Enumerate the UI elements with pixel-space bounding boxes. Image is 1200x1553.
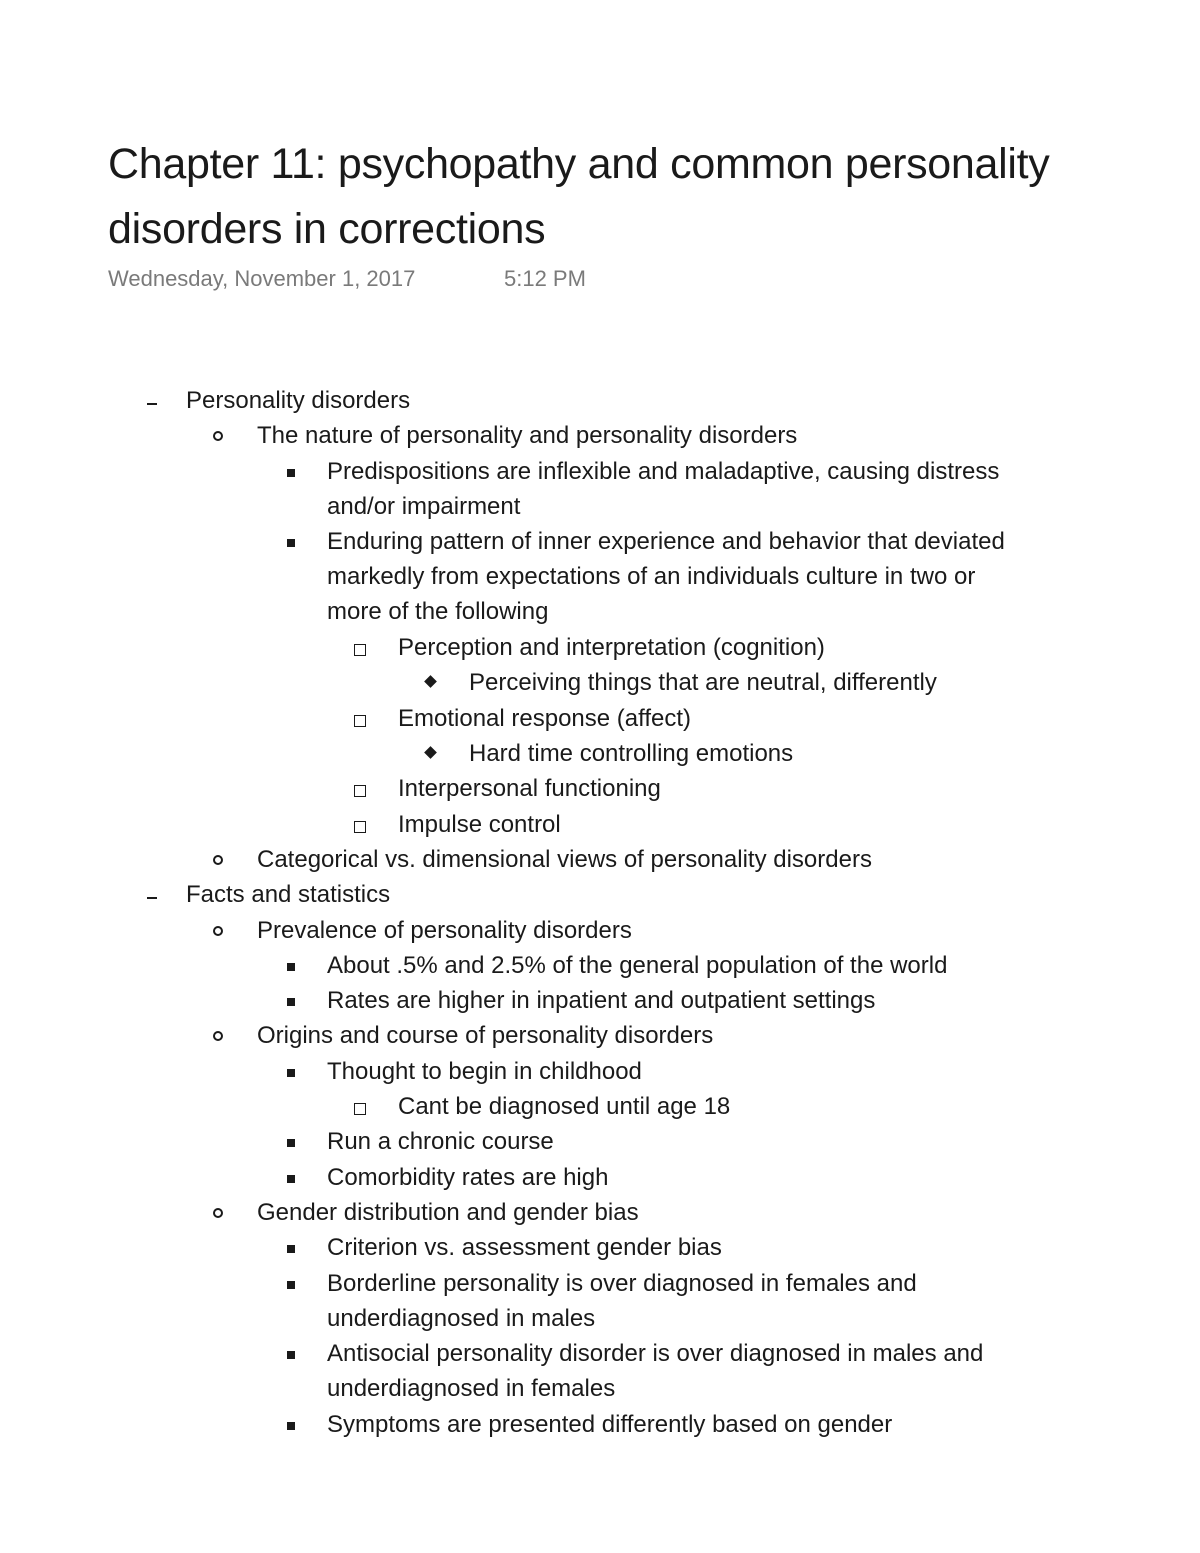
outline-item-line: Enduring pattern of inner experience and behavior that deviated	[327, 528, 1005, 556]
outline-item-line: Emotional response (affect)	[398, 704, 692, 732]
outline-item-line: Prevalence of personality disorders	[257, 916, 632, 944]
outline-item-text	[257, 913, 632, 948]
outline-item-text	[327, 454, 999, 524]
outline-item-text	[327, 1407, 892, 1442]
outline-item-line: Thought to begin in childhood	[327, 1057, 642, 1085]
outline-item-text	[398, 807, 561, 842]
outline-item-text	[327, 1266, 917, 1336]
outline-item-line: Personality disorders	[186, 387, 411, 414]
outline-item-line: Perception and interpretation (cognition)	[398, 634, 825, 662]
outline-item-text	[327, 1336, 983, 1406]
outline-item-line: Hard time controlling emotions	[469, 740, 794, 767]
note-timestamp	[108, 264, 586, 294]
outline-item-line: underdiagnosed in males	[327, 1304, 596, 1332]
outline-item-text	[398, 630, 825, 665]
note-time: 5:12 PM	[504, 266, 586, 291]
page-title-line: disorders in corrections	[108, 205, 546, 253]
outline-item-text	[327, 983, 875, 1018]
outline-item-text	[469, 736, 793, 771]
outline-item-text	[469, 665, 937, 700]
outline-item-line: Categorical vs. dimensional views of personality disorders	[257, 845, 872, 873]
page-title	[108, 132, 1188, 262]
outline-item-text	[398, 701, 691, 736]
outline-item-line: markedly from expectations of an individuals culture in two or	[327, 563, 976, 591]
outline-item-text	[327, 1160, 608, 1195]
outline-item-text	[327, 524, 1005, 629]
outline-item-line: Symptoms are presented differently based on gender	[327, 1410, 893, 1438]
outline-item-line: Borderline personality is over diagnosed in females and	[327, 1269, 917, 1297]
outline-item-line: Criterion vs. assessment gender bias	[327, 1234, 722, 1262]
outline-item-line: Gender distribution and gender bias	[257, 1198, 639, 1226]
outline-item-line: Impulse control	[398, 810, 561, 838]
outline-item-line: Interpersonal functioning	[398, 775, 661, 803]
outline-item-text	[257, 418, 797, 453]
outline-item-line: Origins and course of personality disorders	[257, 1022, 714, 1050]
outline-item-line: Predispositions are inflexible and maladaptive, causing distress	[327, 457, 1000, 485]
outline-item-line: Antisocial personality disorder is over diagnosed in males and	[327, 1340, 984, 1368]
outline-item-line: Facts and statistics	[186, 881, 391, 909]
outline-item-text	[398, 1089, 730, 1124]
outline-item-line: The nature of personality and personality disorders	[257, 422, 798, 450]
outline-item-text	[257, 1195, 639, 1230]
dash-icon	[147, 877, 161, 912]
note-date: Wednesday, November 1, 2017	[108, 266, 416, 291]
outline-item-line: About .5% and 2.5% of the general population of the world	[327, 951, 948, 979]
outline-item-line: Cant be diagnosed until age 18	[398, 1093, 731, 1120]
outline-item-text	[327, 1124, 554, 1159]
outline-item-text	[257, 842, 872, 877]
outline-item-text	[327, 948, 947, 983]
outline-item-text	[186, 383, 410, 418]
dash-icon	[147, 383, 161, 418]
outline-item-line: and/or impairment	[327, 492, 521, 520]
outline-item-line: Perceiving things that are neutral, differently	[469, 669, 937, 697]
outline-item-line: Comorbidity rates are high	[327, 1163, 609, 1191]
outline-item-line: Run a chronic course	[327, 1128, 554, 1156]
outline-item-text	[327, 1054, 642, 1089]
outline-item-text	[398, 771, 661, 806]
outline-item-line: Rates are higher in inpatient and outpatient settings	[327, 987, 876, 1015]
outline-item-line: more of the following	[327, 598, 549, 626]
outline-item-line: underdiagnosed in females	[327, 1375, 616, 1403]
outline-item-text	[327, 1230, 722, 1265]
outline-item-text	[186, 877, 390, 912]
outline-item-text	[257, 1018, 713, 1053]
page-title-line: Chapter 11: psychopathy and common personality	[108, 140, 1050, 188]
